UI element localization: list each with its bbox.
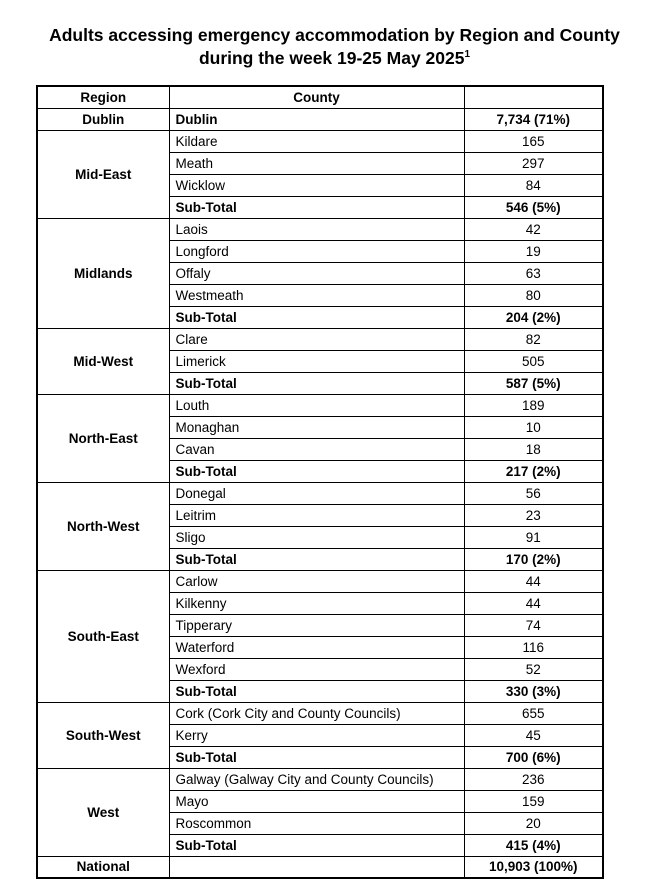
table-row — [37, 130, 603, 152]
value-cell: 63 — [464, 262, 603, 284]
value-cell: 217 (2%) — [464, 460, 603, 482]
table-row — [37, 328, 603, 350]
value-cell: 80 — [464, 284, 603, 306]
county-cell: Tipperary — [169, 614, 464, 636]
region-cell: West — [37, 768, 169, 856]
county-cell: Sub-Total — [169, 372, 464, 394]
value-cell: 10,903 (100%) — [464, 856, 603, 878]
region-cell: South-West — [37, 702, 169, 768]
value-cell: 52 — [464, 658, 603, 680]
region-cell: South-East — [37, 570, 169, 702]
value-cell: 74 — [464, 614, 603, 636]
value-cell: 42 — [464, 218, 603, 240]
county-cell: Roscommon — [169, 812, 464, 834]
county-cell: Galway (Galway City and County Councils) — [169, 768, 464, 790]
value-cell: 44 — [464, 592, 603, 614]
value-cell: 165 — [464, 130, 603, 152]
page-title — [34, 24, 635, 70]
county-cell: Laois — [169, 218, 464, 240]
value-cell: 116 — [464, 636, 603, 658]
table-header-row — [37, 86, 603, 108]
value-cell: 546 (5%) — [464, 196, 603, 218]
county-cell: Kilkenny — [169, 592, 464, 614]
county-cell: Sub-Total — [169, 196, 464, 218]
value-cell: 45 — [464, 724, 603, 746]
value-cell: 189 — [464, 394, 603, 416]
county-cell: Louth — [169, 394, 464, 416]
value-cell: 23 — [464, 504, 603, 526]
value-cell: 170 (2%) — [464, 548, 603, 570]
region-column-header: Region — [37, 86, 169, 108]
table-row — [37, 218, 603, 240]
value-column-header — [464, 86, 603, 108]
value-cell: 84 — [464, 174, 603, 196]
region-cell: Mid-West — [37, 328, 169, 394]
region-cell: North-East — [37, 394, 169, 482]
region-cell: North-West — [37, 482, 169, 570]
county-cell: Donegal — [169, 482, 464, 504]
value-cell: 236 — [464, 768, 603, 790]
county-cell: Offaly — [169, 262, 464, 284]
value-cell: 700 (6%) — [464, 746, 603, 768]
value-cell: 18 — [464, 438, 603, 460]
county-cell: Cork (Cork City and County Councils) — [169, 702, 464, 724]
county-cell: Wicklow — [169, 174, 464, 196]
county-cell: Mayo — [169, 790, 464, 812]
region-cell: Midlands — [37, 218, 169, 328]
county-cell — [169, 856, 464, 878]
table-row — [37, 570, 603, 592]
region-cell: Mid-East — [37, 130, 169, 218]
value-cell: 91 — [464, 526, 603, 548]
county-cell: Leitrim — [169, 504, 464, 526]
table-row — [37, 394, 603, 416]
county-cell: Carlow — [169, 570, 464, 592]
county-cell: Westmeath — [169, 284, 464, 306]
region-cell: Dublin — [37, 108, 169, 130]
county-cell: Wexford — [169, 658, 464, 680]
value-cell: 330 (3%) — [464, 680, 603, 702]
title-footnote-marker: 1 — [464, 49, 471, 61]
table-row — [37, 702, 603, 724]
table-row — [37, 856, 603, 878]
county-column-header: County — [169, 86, 464, 108]
county-cell: Meath — [169, 152, 464, 174]
county-cell: Sub-Total — [169, 460, 464, 482]
table-body — [37, 108, 603, 878]
county-cell: Kildare — [169, 130, 464, 152]
value-cell: 415 (4%) — [464, 834, 603, 856]
county-cell: Sub-Total — [169, 680, 464, 702]
county-cell: Limerick — [169, 350, 464, 372]
value-cell: 19 — [464, 240, 603, 262]
value-cell: 44 — [464, 570, 603, 592]
page-title-text: Adults accessing emergency accommodation by Region and County during the week 19-25 May 2025 — [49, 25, 620, 68]
county-cell: Sub-Total — [169, 548, 464, 570]
table-row — [37, 482, 603, 504]
county-cell: Clare — [169, 328, 464, 350]
table-row — [37, 768, 603, 790]
county-cell: Sligo — [169, 526, 464, 548]
value-cell: 56 — [464, 482, 603, 504]
value-cell: 7,734 (71%) — [464, 108, 603, 130]
county-cell: Sub-Total — [169, 834, 464, 856]
region-cell: National — [37, 856, 169, 878]
value-cell: 297 — [464, 152, 603, 174]
value-cell: 10 — [464, 416, 603, 438]
county-cell: Sub-Total — [169, 746, 464, 768]
value-cell: 655 — [464, 702, 603, 724]
county-cell: Sub-Total — [169, 306, 464, 328]
county-cell: Cavan — [169, 438, 464, 460]
county-cell: Monaghan — [169, 416, 464, 438]
county-cell: Waterford — [169, 636, 464, 658]
value-cell: 505 — [464, 350, 603, 372]
value-cell: 587 (5%) — [464, 372, 603, 394]
table-row — [37, 108, 603, 130]
value-cell: 204 (2%) — [464, 306, 603, 328]
county-cell: Dublin — [169, 108, 464, 130]
value-cell: 20 — [464, 812, 603, 834]
region-county-table — [36, 85, 604, 879]
value-cell: 82 — [464, 328, 603, 350]
value-cell: 159 — [464, 790, 603, 812]
county-cell: Longford — [169, 240, 464, 262]
county-cell: Kerry — [169, 724, 464, 746]
